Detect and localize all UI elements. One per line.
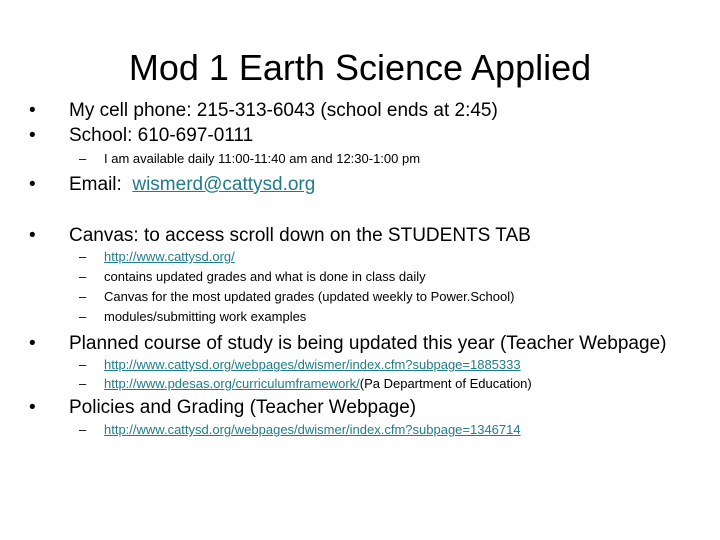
dash: – <box>79 376 87 391</box>
dash: – <box>79 309 87 324</box>
dash: – <box>79 151 87 166</box>
bullet: • <box>29 333 36 354</box>
dash: – <box>79 249 87 264</box>
dash: – <box>79 422 87 437</box>
email-label: Email: <box>69 174 133 195</box>
dash: – <box>79 269 87 284</box>
canvas-updates-text: Canvas for the most updated grades (updated weekly to Power.School) <box>104 289 515 304</box>
bullet: • <box>29 397 36 418</box>
policies-text: Policies and Grading (Teacher Webpage) <box>69 397 417 418</box>
grades-text: contains updated grades and what is done in class daily <box>104 269 426 284</box>
pdesas-note: (Pa Department of Education) <box>359 376 532 391</box>
bullet: • <box>29 174 36 195</box>
school-text: School: 610-697-0111 <box>69 125 254 146</box>
planned-course-text: Planned course of study is being updated this year (Teacher Webpage) <box>69 333 667 354</box>
cattysd-link[interactable]: http://www.cattysd.org/ <box>104 249 235 264</box>
dash: – <box>79 289 87 304</box>
pdesas-link[interactable]: http://www.pdesas.org/curriculumframework/ <box>104 376 360 391</box>
email-link[interactable]: wismerd@cattysd.org <box>132 174 316 195</box>
bullet: • <box>29 225 36 246</box>
availability-text: I am available daily 11:00-11:40 am and 12:30-1:00 pm <box>104 151 421 166</box>
phone-text: My cell phone: 215-313-6043 (school ends at 2:45) <box>69 100 498 121</box>
slide-title: Mod 1 Earth Science Applied <box>128 47 592 88</box>
course-page-link[interactable]: http://www.cattysd.org/webpages/dwismer/index.cfm?subpage=1885333 <box>104 357 521 372</box>
bullet: • <box>29 100 36 121</box>
policies-page-link[interactable]: http://www.cattysd.org/webpages/dwismer/index.cfm?subpage=1346714 <box>104 422 521 437</box>
dash: – <box>79 357 87 372</box>
canvas-text: Canvas: to access scroll down on the STUDENTS TAB <box>69 225 531 246</box>
modules-text: modules/submitting work examples <box>104 309 307 324</box>
bullet: • <box>29 125 36 146</box>
